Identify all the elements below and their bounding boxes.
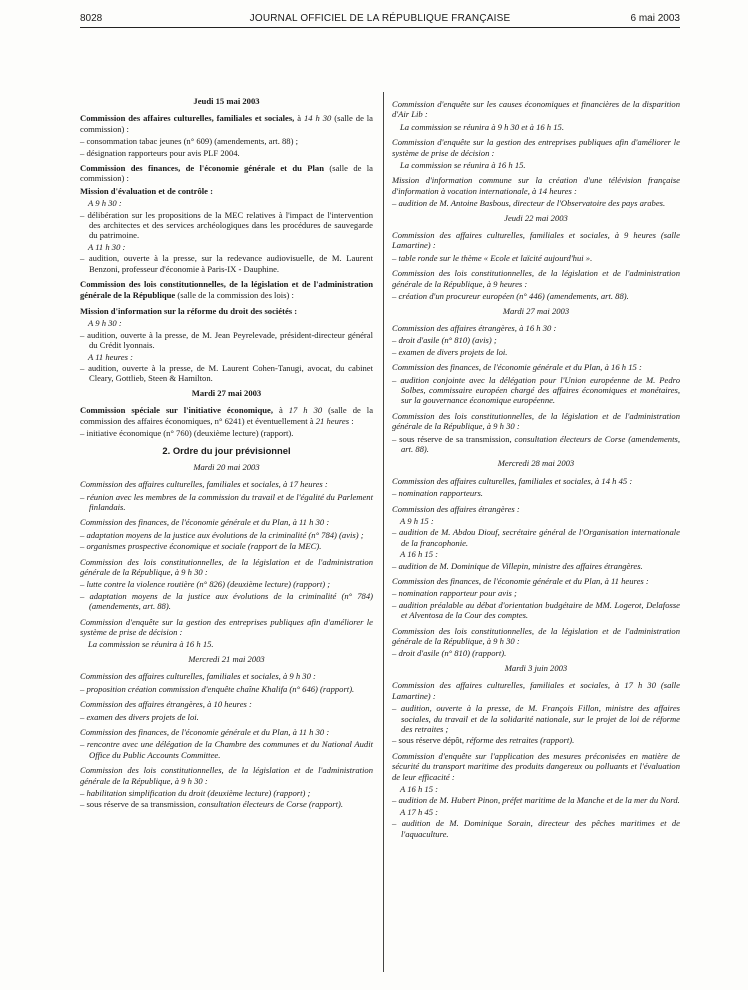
time-label: A 11 heures : [88, 351, 133, 362]
time-label: A 9 h 30 : [88, 198, 122, 209]
agenda-item: – rencontre avec une délégation de la Chambre des communes et du National Audit Office du Public Accounts Committee. [80, 739, 373, 760]
day-heading: Mercredi 21 mai 2003 [188, 653, 265, 664]
commission-entry: Commission des affaires étrangères, à 16 h 30 : [392, 322, 557, 333]
agenda-item: – sous réserve de sa transmission, consultation électeurs de Corse (rapport). [80, 799, 344, 810]
commission-entry: Commission spéciale sur l'initiative économique, à 17 h 30 (salle de la commission des affaires économiques, n° 6241) et éventuellement à 21 heures : [80, 405, 374, 426]
issue-date: 6 mai 2003 [630, 13, 680, 24]
commission-entry: Commission des finances, de l'économie générale et du Plan, à 11 h 30 : [80, 517, 330, 528]
commission-entry: Commission des finances, de l'économie générale et du Plan, à 16 h 15 : [392, 362, 642, 373]
meeting-note: La commission se réunira à 16 h 15. [400, 160, 526, 171]
day-heading: Mardi 27 mai 2003 [191, 387, 262, 398]
agenda-item: – audition de M. Dominique de Villepin, ministre des affaires étrangères. [392, 560, 643, 571]
commission-entry: Commission des affaires culturelles, familiales et sociales, à 14 h 45 : [392, 475, 633, 486]
agenda-item: – nomination rapporteur pour avis ; [392, 588, 517, 599]
agenda-item: – audition préalable au débat d'orientation budgétaire de MM. Logerot, Delafosse et Alventosa de la Cour des comptes. [392, 599, 680, 621]
left-column [80, 92, 373, 811]
agenda-item: – désignation rapporteurs pour avis PLF 2004. [80, 147, 240, 158]
commission-entry: Commission des lois constitutionnelles, de la législation et de l'administration générale de la République, à 9 h 30 : [392, 410, 680, 432]
commission-entry: Commission des finances, de l'économie générale et du Plan, à 11 heures : [392, 576, 649, 587]
agenda-item: – audition conjointe avec la délégation pour l'Union européenne de M. Pedro Solbes, commissaire européen chargé des affaires économiques et monétaires, sur la gouvernance économique européenne. [392, 374, 680, 406]
commission-entry: Commission des lois constitutionnelles, de la législation et de l'administration générale de la République (salle de la commission des lois) : [80, 279, 373, 300]
agenda-item: – délibération sur les propositions de la MEC relatives à l'impact de l'intervention des architectes et des services archéologiques dans les procédures de sauvegarde du patrimoine. [80, 209, 373, 241]
day-heading: Jeudi 22 mai 2003 [504, 212, 568, 223]
mission-heading: Mission d'évaluation et de contrôle : [80, 185, 213, 196]
agenda-item: – audition de M. Abdou Diouf, secrétaire général de l'Organisation internationale de la francophonie. [392, 527, 680, 548]
agenda-item: – audition, ouverte à la presse, de M. Jean Peyrelevade, président-directeur général du Crédit lyonnais. [80, 329, 373, 351]
section-heading: 2. Ordre du jour prévisionnel [162, 445, 291, 457]
time-label: A 9 h 15 : [400, 516, 434, 526]
commission-entry: Commission des affaires culturelles, familiales et sociales, à 9 h 30 : [80, 671, 316, 682]
agenda-item: – droit d'asile (n° 810) (rapport). [392, 648, 507, 659]
commission-entry: Commission des affaires culturelles, familiales et sociales, à 9 heures (salle Lamartine) : [392, 230, 680, 251]
commission-entry: Commission des finances, de l'économie générale et du Plan, à 11 h 30 : [80, 726, 330, 737]
commission-entry: Commission des affaires culturelles, familiales et sociales, à 17 heures : [80, 479, 328, 490]
time-label: A 16 h 15 : [400, 783, 439, 794]
commission-entry: Commission d'enquête sur l'application des mesures préconisées en matière de sécurité du transport maritime des produits dangereux ou polluants et l'évaluation de leur efficacité : [392, 750, 680, 782]
day-heading: Mardi 3 juin 2003 [504, 662, 568, 673]
commission-entry: Commission d'enquête sur la gestion des entreprises publiques afin d'améliorer le système de prise de décision : [392, 137, 680, 158]
agenda-item: – audition, ouverte à la presse, de M. François Fillon, ministre des affaires sociales, du travail et de la solidarité nationale, sur le projet de loi de réforme des retraites ; [392, 703, 680, 734]
commission-entry: Commission des affaires étrangères : [392, 503, 520, 514]
time-label: A 16 h 15 : [400, 549, 439, 560]
agenda-item: – audition de M. Antoine Basbous, directeur de l'Observatoire des pays arabes. [392, 198, 666, 209]
meeting-note: La commission se réunira à 16 h 15. [88, 639, 214, 650]
time-label: A 11 h 30 : [88, 241, 126, 252]
agenda-item: – proposition création commission d'enquête chaîne Khalifa (n° 646) (rapport). [80, 683, 355, 694]
agenda-item: – sous réserve de sa transmission, consultation électeurs de Corse (amendements, art. 88). [392, 433, 680, 454]
agenda-item: – audition de M. Hubert Pinon, préfet maritime de la Manche et de la mer du Nord. [392, 795, 680, 806]
agenda-item: – adaptation moyens de la justice aux évolutions de la criminalité (n° 784) (amendements, art. 88). [80, 590, 373, 612]
commission-entry: Commission des affaires étrangères, à 10 heures : [80, 699, 252, 710]
commission-entry: Commission des lois constitutionnelles, de la législation et de l'administration générale de la République, à 9 h 30 : [80, 765, 373, 786]
agenda-item: – audition de M. Dominique Sorain, directeur des pêches maritimes et de l'aquaculture. [392, 818, 680, 839]
day-heading: Mercredi 28 mai 2003 [497, 458, 575, 469]
commission-entry: Commission des finances, de l'économie générale et du Plan (salle de la commission) : [80, 163, 373, 184]
commission-entry: Mission d'information commune sur la création d'une télévision française d'information à vocation internationale, à 14 heures : [392, 175, 680, 196]
day-heading: Mardi 20 mai 2003 [193, 461, 260, 472]
agenda-item: – examen de divers projets de loi. [392, 346, 508, 357]
commission-entry: Commission des affaires culturelles, familiales et sociales, à 14 h 30 (salle de la commission) : [80, 113, 374, 134]
agenda-item: – création d'un procureur européen (n° 446) (amendements, art. 88). [392, 291, 629, 302]
mission-heading: Mission d'information sur la réforme du droit des sociétés : [80, 305, 298, 316]
header-rule [80, 27, 680, 28]
commission-entry: Commission d'enquête sur les causes économiques et financières de la disparition d'Air Lib : [392, 99, 680, 120]
time-label: A 9 h 30 : [88, 318, 122, 329]
agenda-item: – réunion avec les membres de la commission du travail et de l'égalité du Parlement finlandais. [80, 491, 373, 512]
agenda-item: – table ronde sur le thème « Ecole et laïcité aujourd'hui ». [392, 252, 593, 263]
right-column [392, 99, 680, 840]
agenda-item: – consommation tabac jeunes (n° 609) (amendements, art. 88) ; [80, 136, 298, 147]
agenda-item: – nomination rapporteurs. [392, 488, 483, 499]
commission-entry: Commission des lois constitutionnelles, de la législation et de l'administration générale de la République, à 9 h 30 : [80, 556, 373, 578]
meeting-note: La commission se réunira à 9 h 30 et à 16 h 15. [400, 121, 564, 132]
commission-entry: Commission des lois constitutionnelles, de la législation et de l'administration générale de la République, à 9 h 30 : [392, 625, 680, 647]
commission-entry: Commission des lois constitutionnelles, de la législation et de l'administration générale de la République, à 9 heures : [392, 268, 680, 289]
day-heading: Jeudi 15 mai 2003 [193, 96, 260, 106]
day-heading: Mardi 27 mai 2003 [502, 305, 570, 316]
agenda-item: – organismes prospective économique et sociale (rapport de la MEC). [80, 541, 322, 552]
agenda-item: – droit d'asile (n° 810) (avis) ; [392, 335, 497, 346]
journal-title: JOURNAL OFFICIEL DE LA RÉPUBLIQUE FRANÇAISE [249, 13, 511, 24]
column-divider [383, 92, 384, 972]
commission-entry: Commission d'enquête sur la gestion des entreprises publiques afin d'améliorer le système de prise de décision : [80, 616, 373, 638]
agenda-item: – lutte contre la violence routière (n° 826) (deuxième lecture) (rapport) ; [80, 579, 331, 590]
agenda-item: – examen des divers projets de loi. [80, 711, 199, 722]
agenda-item: – audition, ouverte à la presse, de M. Laurent Cohen-Tanugi, avocat, du cabinet Cleary, Gottlieb, Steen & Hamilton. [80, 362, 373, 384]
agenda-item: – audition, ouverte à la presse, sur la redevance audiovisuelle, de M. Laurent Benzoni, professeur d'économie à Paris-IX - Dauphine. [80, 253, 373, 274]
page-number: 8028 [80, 13, 103, 24]
agenda-item: – adaptation moyens de la justice aux évolutions de la criminalité (n° 784) (avis) ; [80, 529, 364, 540]
agenda-item: – initiative économique (n° 760) (deuxième lecture) (rapport). [80, 427, 294, 438]
agenda-item: – habilitation simplification du droit (deuxième lecture) (rapport) ; [80, 787, 311, 798]
time-label: A 17 h 45 : [400, 806, 439, 817]
agenda-item: – sous réserve dépôt, réforme des retraites (rapport). [392, 735, 575, 746]
commission-entry: Commission des affaires culturelles, familiales et sociales, à 17 h 30 (salle Lamartine) : [392, 680, 680, 701]
